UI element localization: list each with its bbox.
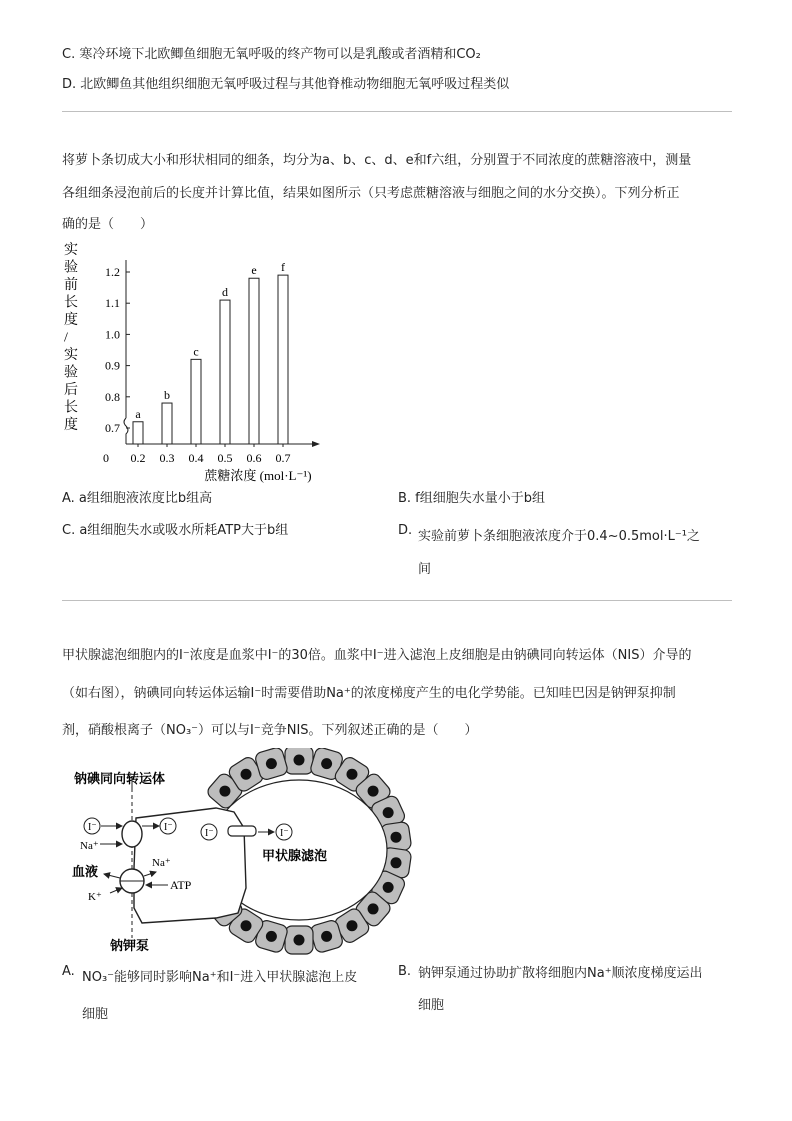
ion-i-label: I⁻	[164, 822, 173, 833]
cell-nucleus	[368, 903, 379, 914]
y-axis-label-char: 实	[64, 243, 78, 258]
origin-label: 0	[103, 451, 109, 465]
label-blood: 血液	[72, 864, 99, 879]
cell-nucleus	[368, 786, 379, 797]
y-axis-label-char: 实	[64, 348, 78, 363]
y-axis-label-char: 度	[64, 313, 78, 328]
q1-option-d-line2[interactable]: 间	[418, 562, 432, 577]
y-axis-label-char: /	[64, 330, 68, 346]
q2-option-a-line2[interactable]: 细胞	[82, 1007, 109, 1022]
ion-k-label: K⁺	[88, 891, 102, 903]
y-axis-label-char: 前	[64, 278, 78, 293]
y-tick-label: 1.1	[105, 296, 120, 311]
q1-option-c[interactable]: C. a组细胞失水或吸水所耗ATP大于b组	[62, 523, 289, 538]
bar	[191, 359, 201, 444]
y-axis-label-char: 验	[64, 365, 78, 381]
q1-option-a[interactable]: A. a组细胞液浓度比b组高	[62, 491, 213, 506]
ion-i-label: I⁻	[205, 828, 214, 839]
bar	[220, 300, 230, 444]
cell-nucleus	[346, 769, 357, 780]
x-axis-label: 蔗糖浓度 (mol·L⁻¹)	[204, 468, 312, 483]
bar-chart	[58, 238, 338, 484]
label-follicle: 甲状腺滤泡	[262, 848, 328, 863]
cell-nucleus	[294, 935, 305, 946]
axis-break	[124, 418, 128, 444]
q2-stem-line2: （如右图），钠碘同向转运体运输I⁻时需要借助Na⁺的浓度梯度产生的电化学势能。已知哇巴因是钠钾泵抑制	[62, 686, 676, 701]
cell-nucleus	[391, 832, 402, 843]
apical-channel-icon	[228, 826, 256, 836]
x-tick-label: 0.5	[217, 451, 233, 465]
divider	[62, 600, 732, 601]
prev-option-c: C. 寒冷环境下北欧鲫鱼细胞无氧呼吸的终产物可以是乳酸或者酒精和CO₂	[62, 47, 481, 62]
cell-nucleus	[241, 920, 252, 931]
q2-option-a-line1[interactable]: NO₃⁻能够同时影响Na⁺和I⁻进入甲状腺滤泡上皮	[82, 970, 358, 985]
cell-nucleus	[266, 758, 277, 769]
y-tick-label: 0.8	[105, 389, 120, 404]
x-axis-arrow	[312, 441, 320, 447]
epithelial-cell	[134, 808, 246, 923]
y-axis-label-char: 长	[64, 400, 78, 416]
cell-nucleus	[346, 920, 357, 931]
q1-stem-line2: 各组细条浸泡前后的长度并计算比值，结果如图所示（只考虑蔗糖溶液与细胞之间的水分交换）。下列分析正	[62, 186, 680, 201]
y-tick-label: 0.7	[105, 421, 120, 435]
q2-option-b-letter[interactable]: B.	[398, 964, 412, 979]
x-tick-label: 0.3	[159, 451, 175, 465]
y-tick-label: 0.9	[105, 358, 120, 373]
x-tick-label: 0.7	[275, 451, 291, 465]
label-nis: 钠碘同向转运体	[74, 771, 166, 786]
divider	[62, 111, 732, 112]
bar	[278, 275, 288, 444]
y-axis-label-char: 度	[64, 418, 78, 433]
bar-label: c	[193, 344, 199, 359]
q1-option-d-letter[interactable]: D.	[398, 523, 413, 538]
y-axis-label-char: 长	[64, 295, 78, 311]
bar-label: d	[222, 285, 228, 300]
y-axis-label-char: 验	[64, 260, 78, 276]
x-tick-label: 0.6	[246, 451, 262, 465]
cell-nucleus	[321, 931, 332, 942]
x-tick-label: 0.2	[130, 451, 146, 465]
bar	[162, 403, 172, 444]
ion-na-label: Na⁺	[152, 857, 171, 869]
bar-label: a	[135, 406, 141, 421]
ion-i-label: I⁻	[280, 828, 289, 839]
cell-nucleus	[294, 755, 305, 766]
cell-nucleus	[241, 769, 252, 780]
bar-label: e	[251, 263, 257, 278]
y-axis-label-char: 后	[64, 383, 78, 398]
ion-na-label: Na⁺	[80, 840, 99, 852]
bar-label: b	[164, 388, 170, 403]
q1-option-d-line1[interactable]: 实验前萝卜条细胞液浓度介于0.4~0.5mol·L⁻¹之	[418, 529, 700, 544]
q2-option-b-line1[interactable]: 钠钾泵通过协助扩散将细胞内Na⁺顺浓度梯度运出	[418, 966, 703, 981]
arrow	[104, 874, 120, 878]
thyroid-follicle-diagram	[66, 748, 412, 962]
q2-option-a-letter[interactable]: A.	[62, 964, 75, 979]
q2-option-b-line2[interactable]: 细胞	[418, 998, 445, 1013]
bar	[249, 278, 259, 444]
bar-label: f	[281, 260, 285, 275]
q1-stem-line3: 确的是（ ）	[62, 217, 154, 232]
arrow	[110, 888, 122, 893]
bar	[133, 422, 143, 444]
y-tick-label: 1.2	[105, 265, 120, 279]
q1-stem-line1: 将萝卜条切成大小和形状相同的细条，均分为a、b、c、d、e和f六组，分别置于不同浓度的蔗糖溶液中，测量	[62, 153, 692, 168]
prev-option-d: D. 北欧鲫鱼其他组织细胞无氧呼吸过程与其他脊椎动物细胞无氧呼吸过程类似	[62, 77, 510, 92]
ion-i-label: I⁻	[88, 822, 97, 833]
q2-stem-line1: 甲状腺滤泡细胞内的I⁻浓度是血浆中I⁻的30倍。血浆中I⁻进入滤泡上皮细胞是由钠碘同向转运体（NIS）介导的	[62, 648, 692, 663]
label-pump: 钠钾泵	[110, 938, 150, 953]
nis-transporter-icon	[122, 821, 142, 847]
x-tick-label: 0.4	[188, 451, 204, 465]
y-tick-label: 1.0	[105, 327, 120, 342]
cell-nucleus	[321, 758, 332, 769]
q1-option-b[interactable]: B. f组细胞失水量小于b组	[398, 491, 546, 506]
cell-nucleus	[383, 882, 394, 893]
cell-nucleus	[266, 931, 277, 942]
cell-nucleus	[383, 807, 394, 818]
cell-nucleus	[219, 786, 230, 797]
atp-label: ATP	[170, 878, 192, 892]
q2-stem-line3: 剂，硝酸根离子（NO₃⁻）可以与I⁻竞争NIS。下列叙述正确的是（ ）	[62, 723, 478, 738]
cell-nucleus	[391, 857, 402, 868]
